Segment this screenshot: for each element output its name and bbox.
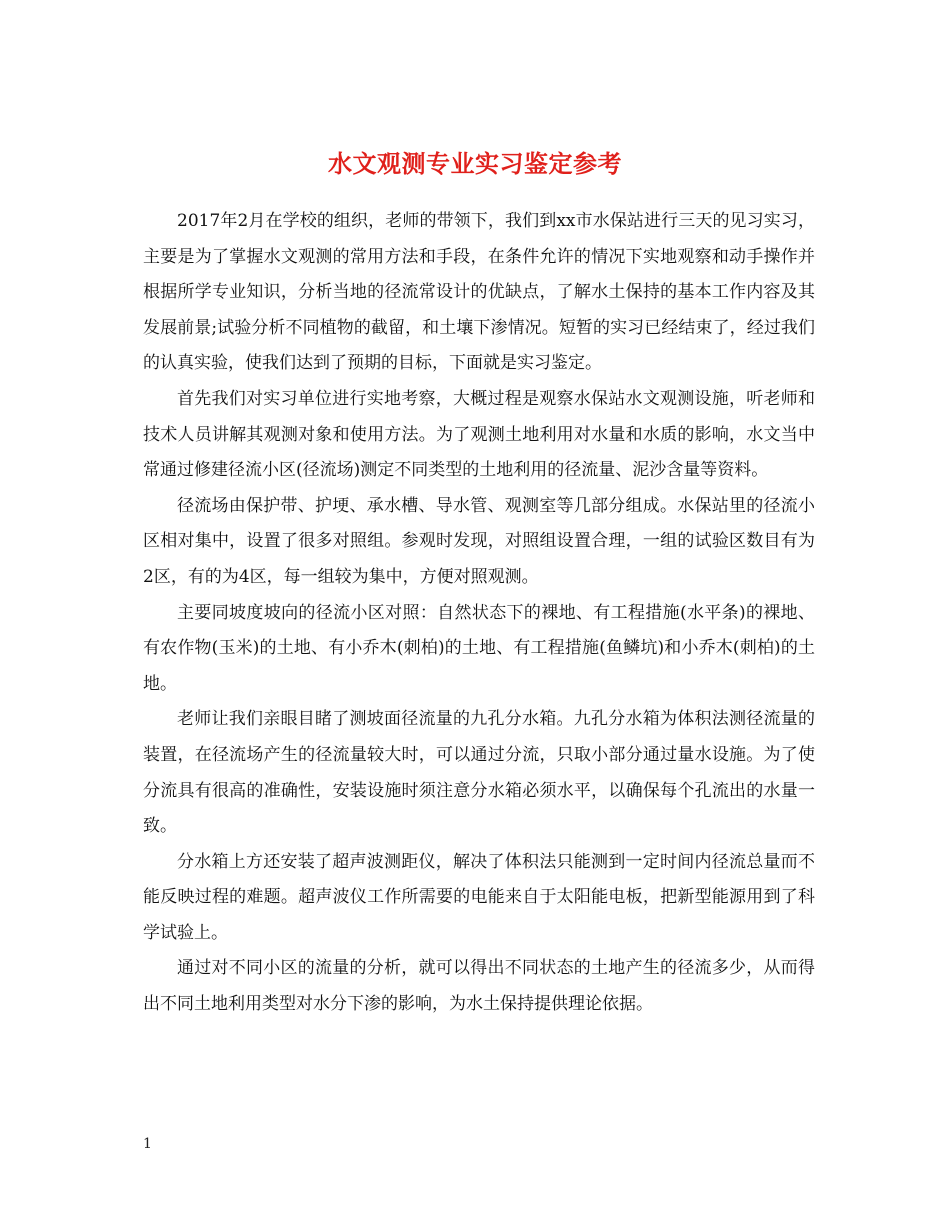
paragraph-1: 2017年2月在学校的组织，老师的带领下，我们到xx市水保站进行三天的见习实习，主要是为了掌握水文观测的常用方法和手段，在条件允许的情况下实地观察和动手操作并根据所学专业知识，分析当地的径流常设计的优缺点，了解水土保持的基本工作内容及其发展前景;试验分析不同植物的截留，和土壤下渗情况。短暂的实习已经结束了，经过我们的认真实验，使我们达到了预期的目标，下面就是实习鉴定。 <box>143 211 815 374</box>
paragraph-2: 首先我们对实习单位进行实地考察，大概过程是观察水保站水文观测设施，听老师和技术人员讲解其观测对象和使用方法。为了观测土地利用对水量和水质的影响，水文当中常通过修建径流小区(径流场)测定不同类型的土地利用的径流量、泥沙含量等资料。 <box>143 388 815 481</box>
page-title: 水文观测专业实习鉴定参考 <box>328 149 622 179</box>
paragraph-6: 分水箱上方还安装了超声波测距仪，解决了体积法只能测到一定时间内径流总量而不能反映过程的难题。超声波仪工作所需要的电能来自于太阳能电板，把新型能源用到了科学试验上。 <box>143 851 815 943</box>
page-number: 1 <box>143 1136 152 1152</box>
paragraph-7: 通过对不同小区的流量的分析，就可以得出不同状态的土地产生的径流多少，从而得出不同土地利用类型对水分下渗的影响，为水土保持提供理论依据。 <box>143 958 815 1015</box>
paragraph-4: 主要同坡度坡向的径流小区对照：自然状态下的裸地、有工程措施(水平条)的裸地、有农作物(玉米)的土地、有小乔木(刺柏)的土地、有工程措施(鱼鳞坑)和小乔木(刺柏)的土地。 <box>143 602 815 694</box>
paragraph-3: 径流场由保护带、护埂、承水槽、导水管、观测室等几部分组成。水保站里的径流小区相对集中，设置了很多对照组。参观时发现，对照组设置合理，一组的试验区数目有为2区，有的为4区，每一组较为集中，方便对照观测。 <box>143 495 815 587</box>
body-text <box>143 204 815 1023</box>
paragraph-5: 老师让我们亲眼目睹了测坡面径流量的九孔分水箱。九孔分水箱为体积法测径流量的装置，在径流场产生的径流量较大时，可以通过分流，只取小部分通过量水设施。为了使分流具有很高的准确性，安装设施时须注意分水箱必须水平，以确保每个孔流出的水量一致。 <box>143 709 815 837</box>
